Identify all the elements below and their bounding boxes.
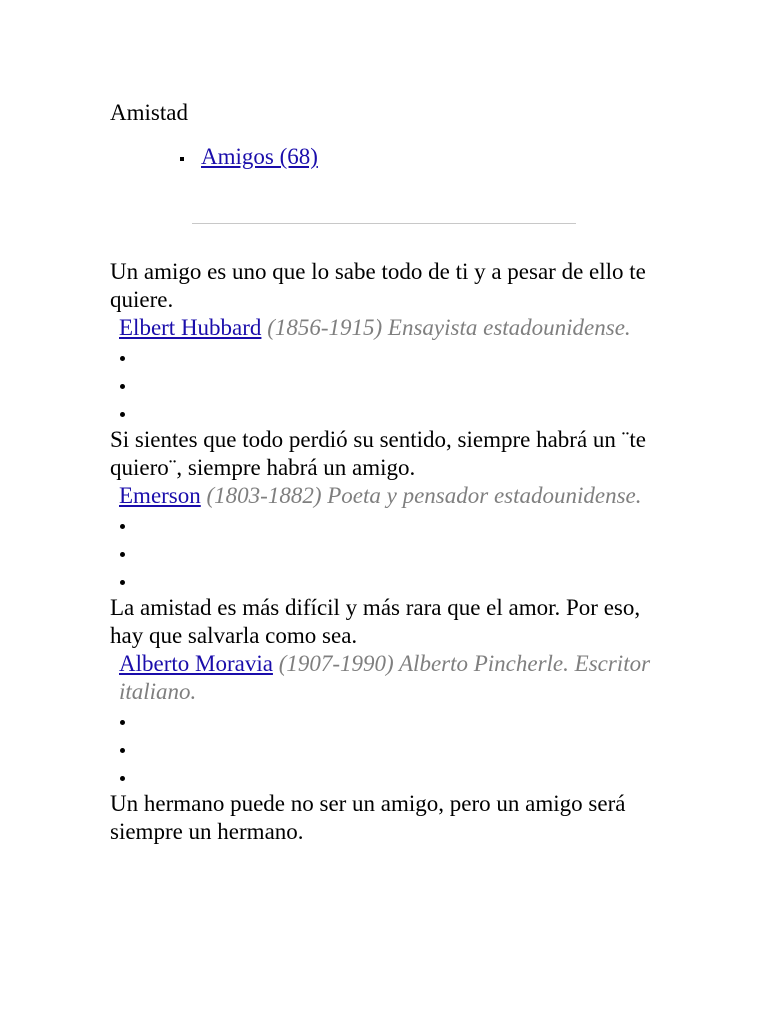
- author-link[interactable]: Emerson: [119, 483, 201, 508]
- page-heading: Amistad: [110, 100, 188, 125]
- quote-block: [110, 426, 670, 594]
- quote-text: Si sientes que todo perdió su sentido, siempre habrá un ¨te quiero¨, siempre habrá un amigo.: [110, 427, 646, 480]
- bullet-item: [119, 398, 670, 426]
- bullet-list: [119, 510, 670, 594]
- bullet-item: [119, 370, 670, 398]
- quote-list: [110, 258, 670, 846]
- quote-text: Un amigo es uno que lo sabe todo de ti y a pesar de ello te quiere.: [110, 259, 646, 312]
- bullet-item: [119, 510, 670, 538]
- quote-block: [110, 790, 670, 846]
- author-description: (1907-1990) Alberto Pincherle. Escritor italiano.: [119, 651, 651, 704]
- bullet-item: [119, 734, 670, 762]
- quote-author: [119, 482, 670, 510]
- bullet-list: [119, 706, 670, 790]
- square-bullet-icon: [180, 157, 184, 161]
- author-description: (1803-1882) Poeta y pensador estadounidense.: [206, 483, 642, 508]
- category-link-amigos[interactable]: Amigos (68): [201, 144, 318, 169]
- bullet-item: [119, 706, 670, 734]
- bullet-item: [119, 342, 670, 370]
- quote-block: [110, 594, 670, 790]
- author-link[interactable]: Alberto Moravia: [119, 651, 273, 676]
- quote-text: La amistad es más difícil y más rara que el amor. Por eso, hay que salvarla como sea.: [110, 595, 641, 648]
- category-list: [180, 142, 318, 172]
- author-description: (1856-1915) Ensayista estadounidense.: [267, 315, 631, 340]
- bullet-item: [119, 566, 670, 594]
- horizontal-divider: [192, 223, 576, 224]
- bullet-item: [119, 762, 670, 790]
- quote-author: [119, 314, 670, 342]
- quote-author: [119, 650, 670, 706]
- quote-block: [110, 258, 670, 426]
- bullet-list: [119, 342, 670, 426]
- bullet-item: [119, 538, 670, 566]
- category-item: [180, 142, 318, 172]
- author-link[interactable]: Elbert Hubbard: [119, 315, 262, 340]
- quote-text: Un hermano puede no ser un amigo, pero un amigo será siempre un hermano.: [110, 791, 626, 844]
